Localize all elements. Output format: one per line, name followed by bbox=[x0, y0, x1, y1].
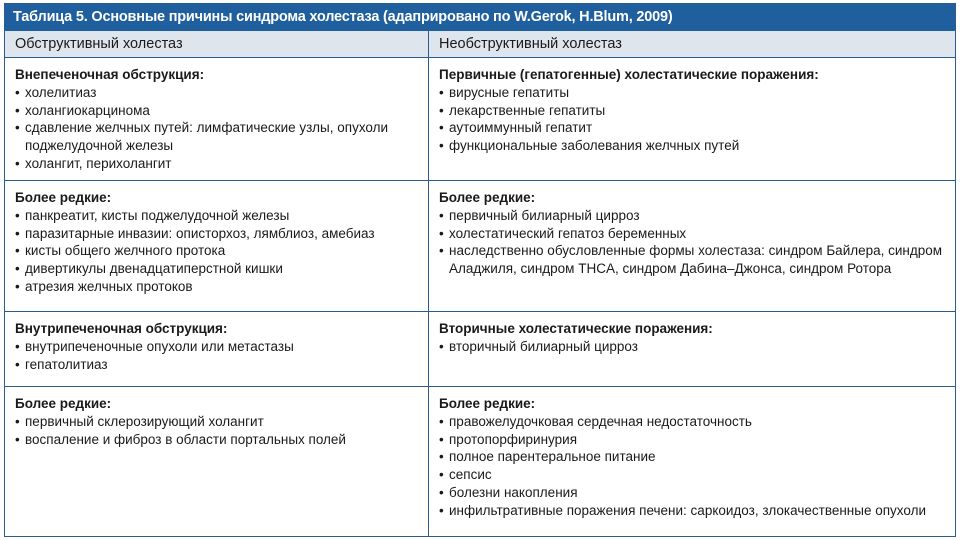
cell-list bbox=[15, 338, 422, 374]
cell-list bbox=[439, 207, 949, 278]
causes-table bbox=[4, 3, 956, 537]
list-item: • первичный билиарный цирроз bbox=[439, 207, 949, 225]
list-item: • дивертикулы двенадцатиперстной кишки bbox=[15, 260, 422, 278]
list-item: • функциональные заболевания желчных путей bbox=[439, 137, 949, 155]
cell-heading: Более редкие: bbox=[15, 396, 112, 411]
list-item: • инфильтративные поражения печени: саркоидоз, злокачественные опухоли bbox=[439, 502, 949, 520]
table-cell-right bbox=[429, 58, 955, 180]
cell-heading: Более редкие: bbox=[439, 396, 536, 411]
table-body bbox=[5, 58, 955, 537]
list-item: • сдавление желчных путей: лимфатические узлы, опухоли поджелудочной железы bbox=[15, 119, 422, 155]
table-cell-right bbox=[429, 181, 955, 311]
list-item: • атрезия желчных протоков bbox=[15, 278, 422, 296]
list-item: • аутоиммунный гепатит bbox=[439, 119, 949, 137]
list-item: • внутрипеченочные опухоли или метастазы bbox=[15, 338, 422, 356]
list-item: • холангит, перихолангит bbox=[15, 155, 422, 173]
list-item: • первичный склерозирующий холангит bbox=[15, 413, 422, 431]
cell-heading: Более редкие: bbox=[439, 190, 536, 205]
list-item: • наследственно обусловленные формы холестаза: синдром Байлера, синдром Аладжиля, синдром THCA, синдром Дабина–Джонса, синдром Ротора bbox=[439, 242, 949, 278]
header-nonobstructive: Необструктивный холестаз bbox=[439, 36, 622, 52]
table-cell-left bbox=[5, 181, 429, 311]
cell-heading: Внепеченочная обструкция: bbox=[15, 67, 205, 82]
list-item: • протопорфиринурия bbox=[439, 431, 949, 449]
header-obstructive: Обструктивный холестаз bbox=[5, 31, 429, 57]
cell-list bbox=[15, 84, 422, 173]
list-item: • гепатолитиаз bbox=[15, 356, 422, 374]
table-header-row bbox=[5, 31, 955, 58]
list-item: • полное парентеральное питание bbox=[439, 448, 949, 466]
table-row bbox=[5, 58, 955, 181]
list-item: • холестатический гепатоз беременных bbox=[439, 225, 949, 243]
list-item: • правожелудочковая сердечная недостаточность bbox=[439, 413, 949, 431]
cell-list bbox=[439, 413, 949, 520]
table-title: Таблица 5. Основные причины синдрома холестаза (адаприровано по W.Gerok, H.Blum, 2009) bbox=[5, 4, 955, 31]
table-row bbox=[5, 181, 955, 312]
cell-heading: Более редкие: bbox=[15, 190, 112, 205]
cell-list bbox=[439, 338, 949, 356]
list-item: • болезни накопления bbox=[439, 484, 949, 502]
cell-heading: Вторичные холестатические поражения: bbox=[439, 321, 713, 336]
table-cell-right bbox=[429, 387, 955, 537]
list-item: • панкреатит, кисты поджелудочной железы bbox=[15, 207, 422, 225]
table-row bbox=[5, 312, 955, 387]
list-item: • холелитиаз bbox=[15, 84, 422, 102]
cell-list bbox=[439, 84, 949, 155]
list-item: • лекарственные гепатиты bbox=[439, 102, 949, 120]
cell-heading: Внутрипеченочная обструкция: bbox=[15, 321, 228, 336]
list-item: • вирусные гепатиты bbox=[439, 84, 949, 102]
list-item: • кисты общего желчного протока bbox=[15, 242, 422, 260]
cell-list bbox=[15, 413, 422, 449]
list-item: • вторичный билиарный цирроз bbox=[439, 338, 949, 356]
list-item: • холангиокарцинома bbox=[15, 102, 422, 120]
table-cell-left bbox=[5, 387, 429, 537]
cell-heading: Первичные (гепатогенные) холестатические поражения: bbox=[439, 67, 819, 82]
cell-list bbox=[15, 207, 422, 296]
table-cell-left bbox=[5, 58, 429, 180]
table-cell-left bbox=[5, 312, 429, 386]
table-cell-right bbox=[429, 312, 955, 386]
list-item: • воспаление и фиброз в области портальных полей bbox=[15, 431, 422, 449]
list-item: • паразитарные инвазии: описторхоз, лямблиоз, амебиаз bbox=[15, 225, 422, 243]
list-item: • сепсис bbox=[439, 466, 949, 484]
table-row bbox=[5, 387, 955, 537]
